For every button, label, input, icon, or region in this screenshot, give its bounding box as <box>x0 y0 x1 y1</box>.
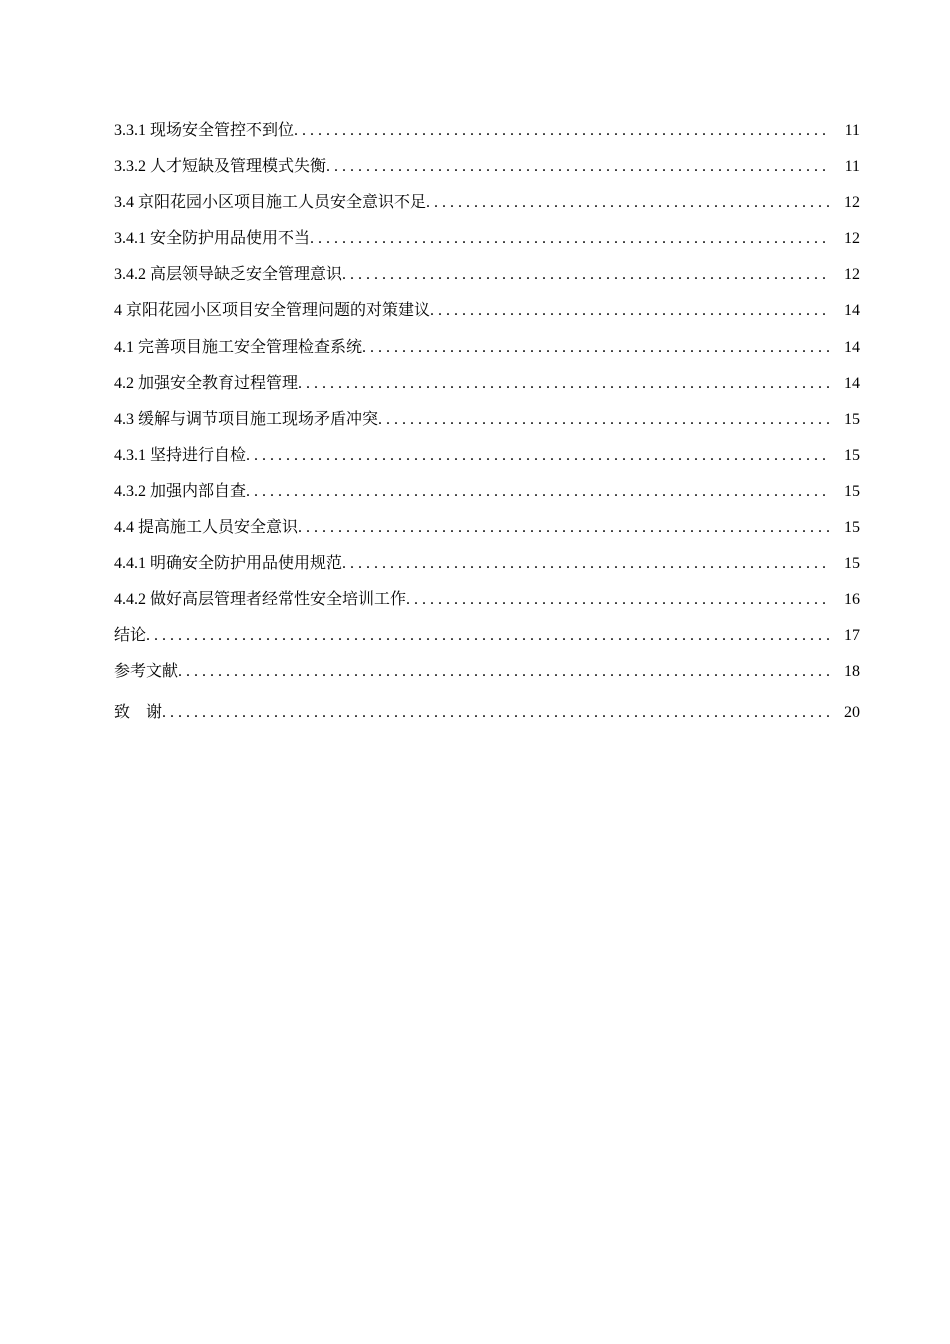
toc-dot-leader <box>298 371 830 397</box>
toc-dot-leader <box>430 298 830 324</box>
toc-entry[interactable] <box>114 262 860 298</box>
toc-entry-label: 4.2 加强安全教育过程管理 <box>114 374 299 392</box>
toc-entry[interactable] <box>114 515 860 551</box>
toc-dot-leader <box>406 587 830 613</box>
table-of-contents <box>114 118 860 740</box>
toc-page-number: 14 <box>844 302 860 320</box>
toc-page-number: 15 <box>844 519 860 537</box>
toc-entry[interactable] <box>114 154 860 190</box>
toc-entry-label: 致 谢 <box>114 703 163 721</box>
toc-dot-leader <box>362 335 830 361</box>
toc-entry[interactable] <box>114 335 860 371</box>
toc-entry-label: 3.4.2 高层领导缺乏安全管理意识 <box>114 266 343 284</box>
toc-entry[interactable] <box>114 226 860 262</box>
toc-dot-leader <box>178 659 830 685</box>
toc-dot-leader <box>162 700 830 726</box>
toc-page-number: 16 <box>844 591 860 609</box>
toc-dot-leader <box>310 226 830 252</box>
toc-entry-label: 3.3.1 现场安全管控不到位 <box>114 122 295 139</box>
toc-dot-leader <box>326 154 830 180</box>
toc-entry-label: 参考文献 <box>114 663 179 681</box>
toc-entry[interactable] <box>114 623 860 659</box>
toc-entry-label: 4 京阳花园小区项目安全管理问题的对策建议 <box>114 302 431 320</box>
toc-dot-leader <box>294 118 830 144</box>
toc-entry[interactable] <box>114 118 860 154</box>
toc-entry-label: 结论 <box>114 627 147 645</box>
toc-entry-label: 4.4 提高施工人员安全意识 <box>114 519 299 537</box>
toc-page-number: 14 <box>844 374 860 392</box>
toc-page-number: 14 <box>844 338 860 356</box>
toc-entry[interactable] <box>114 443 860 479</box>
toc-page-number: 18 <box>844 663 860 681</box>
toc-dot-leader <box>426 190 830 216</box>
toc-dot-leader <box>146 623 830 649</box>
toc-page-number: 11 <box>844 122 860 139</box>
toc-dot-leader <box>246 443 830 469</box>
toc-page-number: 15 <box>844 555 860 573</box>
toc-entry[interactable] <box>114 551 860 587</box>
toc-entry[interactable] <box>114 659 860 695</box>
toc-dot-leader <box>298 515 830 541</box>
toc-entry[interactable] <box>114 298 860 334</box>
toc-entry-label: 3.4.1 安全防护用品使用不当 <box>114 230 311 248</box>
toc-page-number: 12 <box>844 266 860 284</box>
toc-page-number: 17 <box>844 627 860 645</box>
toc-entry[interactable] <box>114 479 860 515</box>
toc-entry-label: 4.3.2 加强内部自查 <box>114 482 247 500</box>
toc-entry[interactable] <box>114 190 860 226</box>
toc-page-number: 12 <box>844 230 860 248</box>
toc-page-number: 15 <box>844 446 860 464</box>
toc-dot-leader <box>378 407 830 433</box>
toc-entry-label: 4.4.2 做好高层管理者经常性安全培训工作 <box>114 591 407 609</box>
toc-page-number: 15 <box>844 482 860 500</box>
toc-entry[interactable] <box>114 407 860 443</box>
toc-entry[interactable] <box>114 371 860 407</box>
toc-entry-label: 4.3 缓解与调节项目施工现场矛盾冲突 <box>114 410 379 428</box>
toc-dot-leader <box>342 551 830 577</box>
toc-page-number: 15 <box>844 410 860 428</box>
toc-entry[interactable] <box>114 587 860 623</box>
toc-entry-label: 4.1 完善项目施工安全管理检查系统 <box>114 338 363 356</box>
toc-entry-label: 4.4.1 明确安全防护用品使用规范 <box>114 555 343 573</box>
toc-page-number: 12 <box>844 194 860 212</box>
toc-page-number: 20 <box>844 703 860 721</box>
toc-entry-label: 3.3.2 人才短缺及管理模式失衡 <box>114 158 327 176</box>
toc-page-number: 11 <box>844 158 860 176</box>
toc-entry-label: 3.4 京阳花园小区项目施工人员安全意识不足 <box>114 194 427 212</box>
toc-entry-label: 4.3.1 坚持进行自检 <box>114 446 247 464</box>
toc-dot-leader <box>342 262 830 288</box>
toc-dot-leader <box>246 479 830 505</box>
toc-entry[interactable] <box>114 700 860 740</box>
